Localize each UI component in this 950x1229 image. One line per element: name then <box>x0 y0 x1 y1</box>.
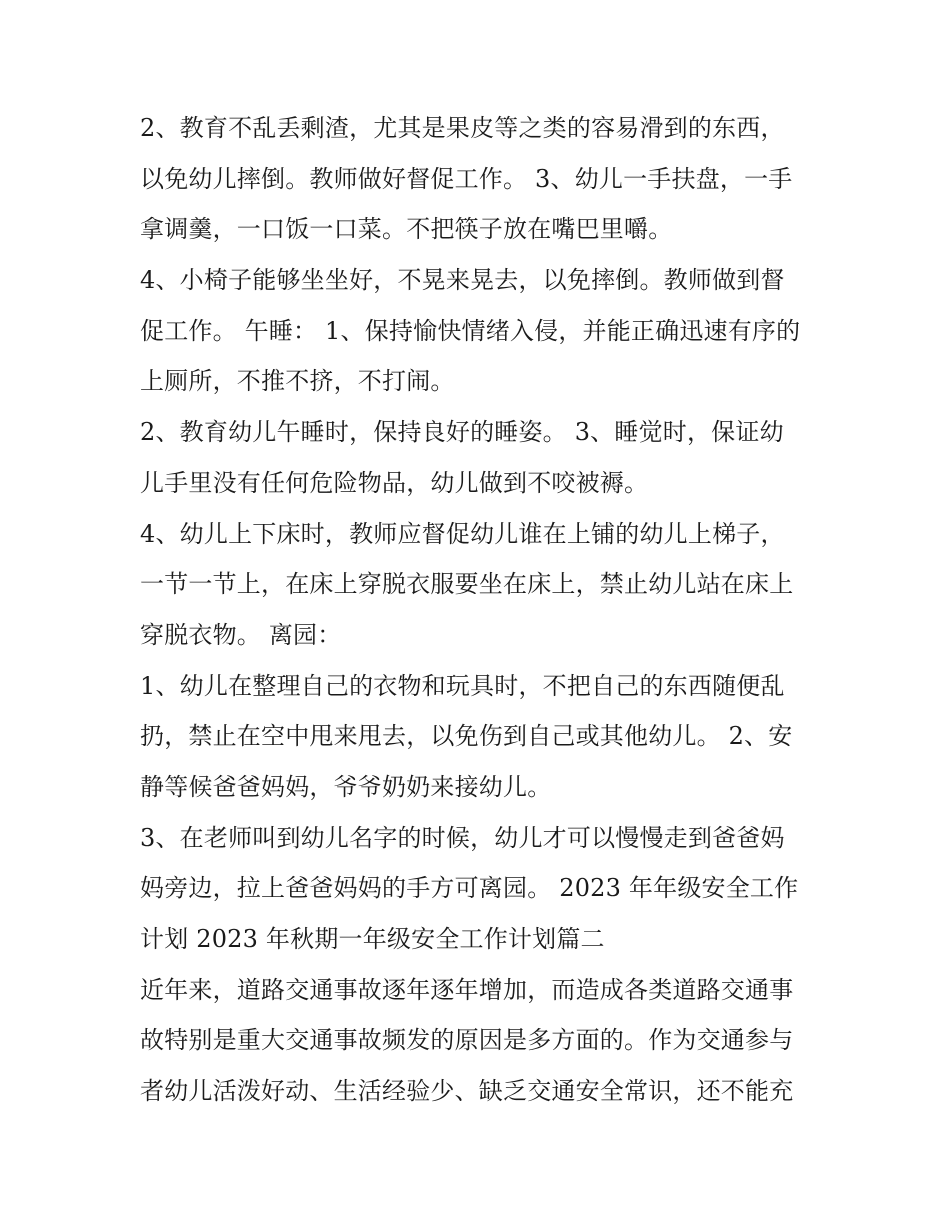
text-line: 1、幼儿在整理自己的衣物和玩具时，不把自己的东西随便乱 <box>140 671 785 700</box>
text-line: 穿脱衣物。 离园： <box>140 620 342 649</box>
text-line: 4、小椅子能够坐坐好，不晃来晃去，以免摔倒。教师做到督 <box>140 266 785 295</box>
text-line: 2、教育不乱丢剩渣，尤其是果皮等之类的容易滑到的东西， <box>140 114 785 142</box>
text-line: 一节一节上，在床上穿脱衣服要坐在床上，禁止幼儿站在床上 <box>140 570 794 599</box>
text-line: 儿手里没有任何危险物品，幼儿做到不咬被褥。 <box>140 468 649 497</box>
text-line: 扔，禁止在空中甩来甩去，以免伤到自己或其他幼儿。 2、安 <box>140 722 793 751</box>
text-line: 妈旁边，拉上爸爸妈妈的手方可离园。 2023 年年级安全工作 <box>140 874 799 903</box>
text-line: 3、在老师叫到幼儿名字的时候，幼儿才可以慢慢走到爸爸妈 <box>140 823 785 852</box>
text-line: 故特别是重大交通事故频发的原因是多方面的。作为交通参与 <box>140 1026 794 1055</box>
document-body <box>140 103 820 1117</box>
text-line: 上厕所，不推不挤，不打闹。 <box>140 367 455 396</box>
text-line: 近年来，道路交通事故逐年逐年增加，而造成各类道路交通事 <box>140 975 794 1004</box>
text-line: 拿调羹，一口饭一口菜。不把筷子放在嘴巴里嚼。 <box>140 215 673 244</box>
text-line: 者幼儿活泼好动、生活经验少、缺乏交通安全常识，还不能充 <box>140 1077 794 1106</box>
text-line: 2、教育幼儿午睡时，保持良好的睡姿。 3、睡觉时，保证幼 <box>140 418 784 447</box>
text-line: 静等候爸爸妈妈，爷爷奶奶来接幼儿。 <box>140 772 552 801</box>
text-line: 4、幼儿上下床时，教师应督促幼儿谁在上铺的幼儿上梯子， <box>140 519 785 548</box>
text-line: 计划 2023 年秋期一年级安全工作计划篇二 <box>140 925 605 953</box>
text-line: 促工作。 午睡： 1、保持愉快情绪入侵，并能正确迅速有序的 <box>140 316 801 345</box>
text-line: 以免幼儿摔倒。教师做好督促工作。 3、幼儿一手扶盘，一手 <box>140 164 793 193</box>
